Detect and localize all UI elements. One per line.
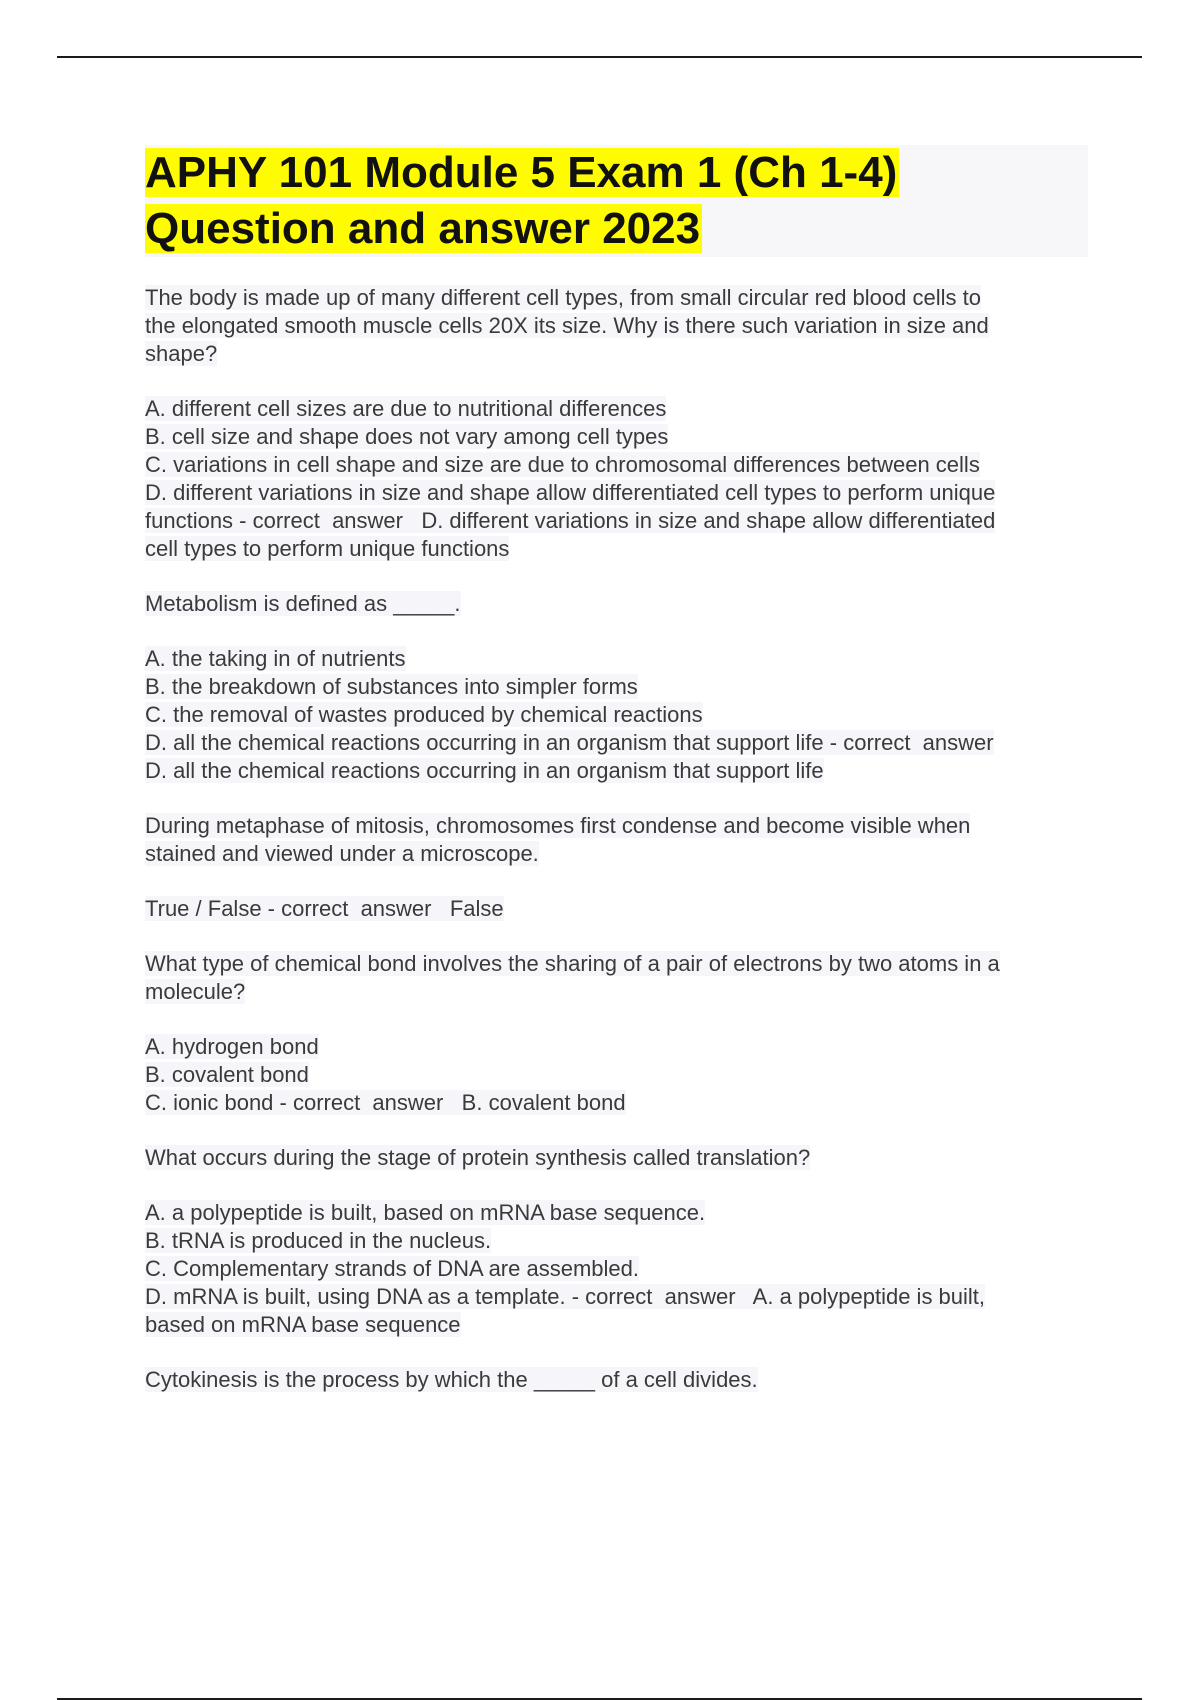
question-line: Metabolism is defined as _____. xyxy=(145,591,461,616)
question-line: stained and viewed under a microscope. xyxy=(145,841,539,866)
question-line: The body is made up of many different cell types, from small circular red blood cells to xyxy=(145,285,981,310)
option-line: D. all the chemical reactions occurring in an organism that support life xyxy=(145,758,824,783)
question-line: shape? xyxy=(145,341,218,366)
top-rule xyxy=(57,56,1142,58)
option-line: based on mRNA base sequence xyxy=(145,1312,461,1337)
answer-options xyxy=(145,395,1090,563)
option-line: B. the breakdown of substances into simpler forms xyxy=(145,674,638,699)
question-list xyxy=(145,284,1090,1421)
option-line: C. ionic bond - correct answer B. covalent bond xyxy=(145,1090,626,1115)
option-line: C. the removal of wastes produced by chemical reactions xyxy=(145,702,703,727)
document-title xyxy=(145,145,1088,257)
answer-options xyxy=(145,1199,1090,1339)
title-block xyxy=(145,145,1088,257)
question-line: What occurs during the stage of protein synthesis called translation? xyxy=(145,1145,811,1170)
question-text xyxy=(145,1366,1090,1394)
title-line-1: APHY 101 Module 5 Exam 1 (Ch 1-4) xyxy=(145,148,898,197)
option-line: D. different variations in size and shape allow differentiated cell types to perform unique xyxy=(145,480,996,505)
option-line: B. covalent bond xyxy=(145,1062,309,1087)
option-line: cell types to perform unique functions xyxy=(145,536,510,561)
question-line: the elongated smooth muscle cells 20X its size. Why is there such variation in size and xyxy=(145,313,989,338)
answer-options xyxy=(145,645,1090,785)
question-line: What type of chemical bond involves the sharing of a pair of electrons by two atoms in a xyxy=(145,951,1000,976)
question-text xyxy=(145,950,1090,1006)
question-line: During metaphase of mitosis, chromosomes first condense and become visible when xyxy=(145,813,971,838)
option-line: functions - correct answer D. different variations in size and shape allow differentiated xyxy=(145,508,996,533)
question-text xyxy=(145,812,1090,868)
option-line: A. a polypeptide is built, based on mRNA base sequence. xyxy=(145,1200,706,1225)
option-line: D. all the chemical reactions occurring in an organism that support life - correct answer xyxy=(145,730,994,755)
option-line: A. hydrogen bond xyxy=(145,1034,319,1059)
option-line: D. mRNA is built, using DNA as a template. - correct answer A. a polypeptide is built, xyxy=(145,1284,986,1309)
question-line: molecule? xyxy=(145,979,246,1004)
option-line: C. Complementary strands of DNA are assembled. xyxy=(145,1256,639,1281)
option-line: True / False - correct answer False xyxy=(145,896,504,921)
title-line-2: Question and answer 2023 xyxy=(145,204,701,253)
question-line: Cytokinesis is the process by which the _____ of a cell divides. xyxy=(145,1367,758,1392)
question-text xyxy=(145,590,1090,618)
option-line: B. tRNA is produced in the nucleus. xyxy=(145,1228,492,1253)
option-line: A. different cell sizes are due to nutritional differences xyxy=(145,396,667,421)
answer-options xyxy=(145,1033,1090,1117)
option-line: C. variations in cell shape and size are due to chromosomal differences between cells xyxy=(145,452,980,477)
option-line: B. cell size and shape does not vary among cell types xyxy=(145,424,669,449)
question-text xyxy=(145,1144,1090,1172)
question-text xyxy=(145,284,1090,368)
option-line: A. the taking in of nutrients xyxy=(145,646,406,671)
answer-options xyxy=(145,895,1090,923)
